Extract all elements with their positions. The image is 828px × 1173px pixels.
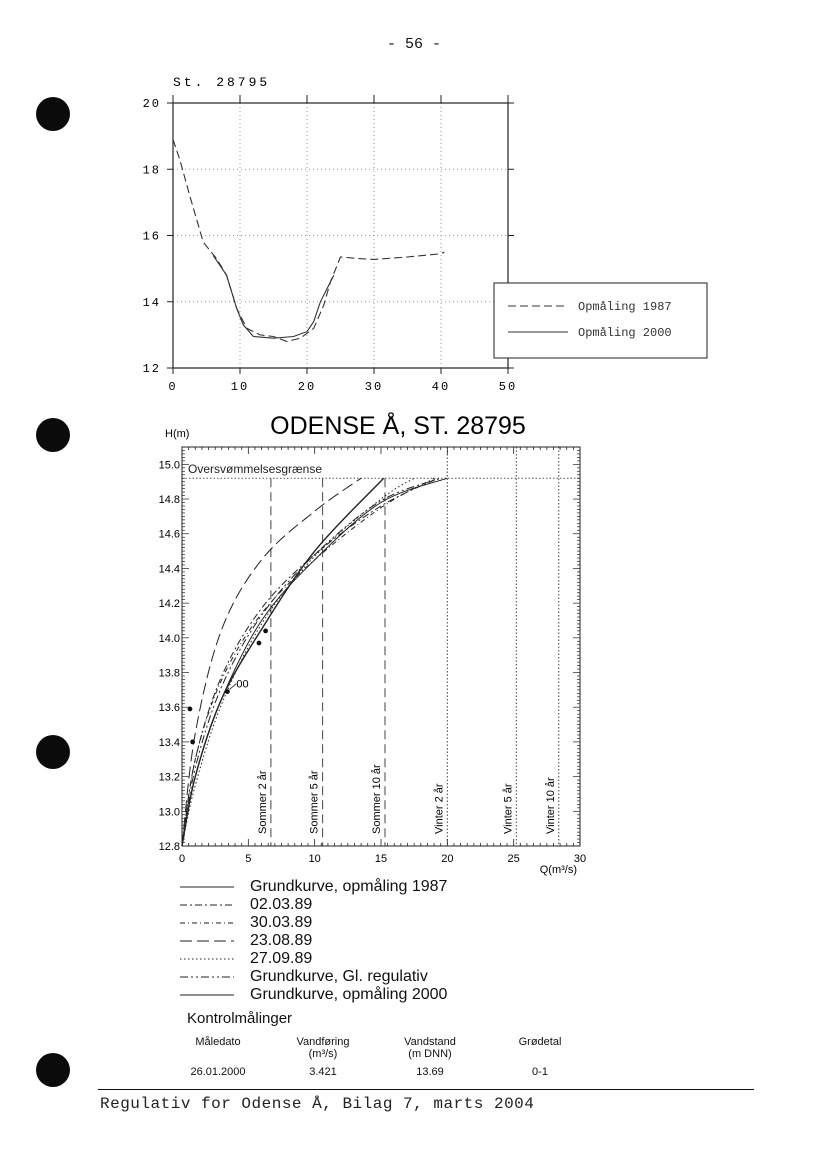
legend-swatch xyxy=(180,900,234,910)
y-tick-label: 13.8 xyxy=(158,667,180,680)
legend-item xyxy=(180,968,447,986)
legend-label: 23.08.89 xyxy=(250,932,313,949)
legend-label: 30.03.89 xyxy=(250,914,313,931)
x-tick-label: 30 xyxy=(573,853,587,865)
x-tick-label: 15 xyxy=(374,853,388,865)
legend-label: 27.09.89 xyxy=(250,950,313,967)
x-tick-label: 0 xyxy=(168,380,178,394)
series-line xyxy=(182,478,361,846)
design-flow-label: Sommer 5 år xyxy=(308,770,321,834)
rating-curve-legend xyxy=(180,878,447,1004)
y-tick-label: 18 xyxy=(142,163,161,178)
table-cell: 26.01.2000 xyxy=(190,1066,246,1078)
x-tick-label: 20 xyxy=(441,853,454,865)
legend-swatch xyxy=(180,954,234,964)
table-cell: 3.421 xyxy=(309,1066,337,1078)
legend-swatch xyxy=(180,990,234,1000)
table-row xyxy=(170,1060,600,1078)
y-tick-label: 13.0 xyxy=(158,806,180,819)
x-tick-label: 20 xyxy=(297,380,317,394)
legend-item xyxy=(180,950,447,968)
y-tick-label: 13.4 xyxy=(158,736,180,749)
measured-point xyxy=(225,689,230,694)
x-tick-label: 40 xyxy=(431,380,451,394)
y-tick-label: 13.2 xyxy=(158,771,180,784)
legend-item xyxy=(180,878,447,896)
y-tick-label: 12.8 xyxy=(158,841,180,853)
x-tick-label: 10 xyxy=(308,853,321,865)
legend-swatch xyxy=(180,936,234,946)
measured-point xyxy=(263,628,268,633)
legend-item xyxy=(180,986,447,1004)
y-tick-label: 14.6 xyxy=(158,528,180,541)
series-line xyxy=(213,255,334,338)
measured-point xyxy=(188,707,193,712)
y-tick-label: 14.2 xyxy=(158,598,180,611)
design-flow-label: Vinter 5 år xyxy=(502,783,515,834)
y-tick-label: 14.4 xyxy=(158,563,180,576)
control-measurements-title: Kontrolmålinger xyxy=(187,1010,293,1027)
y-axis-label: H(m) xyxy=(165,428,190,440)
measured-point-label: 00 xyxy=(236,678,249,691)
design-flow-label: Vinter 10 år xyxy=(544,777,557,834)
control-measurements-table xyxy=(170,1036,600,1078)
legend-item xyxy=(180,896,447,914)
rating-curve-title: ODENSE Å, ST. 28795 xyxy=(270,412,526,440)
punch-hole xyxy=(36,1053,70,1087)
table-cell: 13.69 xyxy=(416,1066,444,1078)
design-flow-label: Sommer 2 år xyxy=(256,770,269,834)
footer-rule xyxy=(98,1089,754,1090)
legend-label: 02.03.89 xyxy=(250,896,313,913)
table-cell: 0-1 xyxy=(532,1066,548,1078)
y-tick-label: 14 xyxy=(142,295,161,310)
rating-curve-chart xyxy=(0,400,828,880)
legend-item xyxy=(180,914,447,932)
x-tick-label: 10 xyxy=(230,380,250,394)
legend-label: Grundkurve, Gl. regulativ xyxy=(250,968,428,985)
legend-label: Opmåling 2000 xyxy=(578,326,672,340)
measured-point xyxy=(257,641,262,646)
y-tick-label: 13.6 xyxy=(158,702,180,715)
y-tick-label: 12 xyxy=(142,362,161,376)
page-number: - 56 - xyxy=(386,36,441,53)
cross-section-chart xyxy=(0,0,828,400)
legend-box xyxy=(494,283,707,358)
y-tick-label: 14.0 xyxy=(158,632,180,645)
footer-text: Regulativ for Odense Å, Bilag 7, marts 2004 xyxy=(100,1095,535,1113)
x-tick-label: 50 xyxy=(498,380,518,394)
x-axis-label: Q(m³/s) xyxy=(539,864,577,876)
table-header: Grødetal xyxy=(518,1036,562,1048)
flood-level-label: Oversvømmelsesgrænse xyxy=(188,462,323,477)
legend-swatch xyxy=(180,882,234,892)
x-tick-label: 0 xyxy=(178,853,186,865)
x-tick-label: 25 xyxy=(507,853,520,865)
measured-point xyxy=(190,740,195,745)
table-header: Vandstand (m DNN) xyxy=(404,1036,456,1060)
legend-label: Grundkurve, opmåling 2000 xyxy=(250,986,448,1003)
x-tick-label: 5 xyxy=(245,853,252,865)
table-header: Måledato xyxy=(195,1036,241,1048)
design-flow-label: Sommer 10 år xyxy=(370,764,383,834)
legend-swatch xyxy=(180,918,234,928)
y-tick-label: 16 xyxy=(142,229,161,244)
series-line xyxy=(182,478,384,846)
legend-item xyxy=(180,932,447,950)
legend-swatch xyxy=(180,972,234,982)
table-header: Vandføring (m³/s) xyxy=(296,1036,350,1060)
design-flow-label: Vinter 2 år xyxy=(433,783,446,834)
y-tick-label: 14.8 xyxy=(158,494,180,507)
y-tick-label: 20 xyxy=(142,97,161,111)
y-tick-label: 15.0 xyxy=(158,459,180,472)
x-tick-label: 30 xyxy=(364,380,384,394)
cross-section-title: St. 28795 xyxy=(173,75,271,90)
legend-label: Opmåling 1987 xyxy=(578,300,672,314)
legend-label: Grundkurve, opmåling 1987 xyxy=(250,878,448,895)
